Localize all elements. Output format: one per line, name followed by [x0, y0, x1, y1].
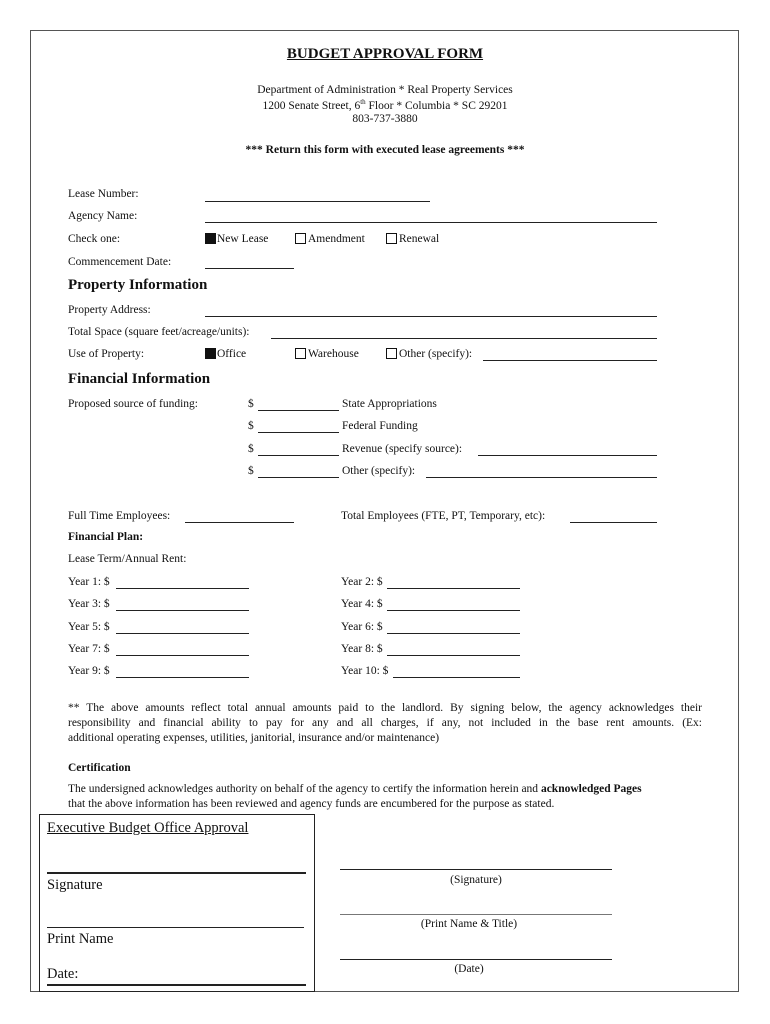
certification-line-1: The undersigned acknowledges authority on behalf of the agency to certify the information herein and acknowledged Pages	[68, 783, 642, 795]
executive-date-label: Date:	[47, 966, 79, 982]
note-line-2: responsibility and financial ability to pay for any and all charges, if any, not included in the base rent amounts. (Ex:	[68, 717, 702, 729]
use-of-property-label: Use of Property:	[68, 348, 145, 360]
executive-signature-field[interactable]	[47, 872, 306, 874]
check-one-label: Check one:	[68, 233, 121, 245]
amendment-checkbox[interactable]	[295, 233, 306, 244]
certification-heading: Certification	[68, 762, 131, 774]
federal-funding-amount-field[interactable]	[258, 432, 339, 433]
office-label: Office	[217, 348, 247, 360]
year-3-field[interactable]	[116, 610, 249, 611]
form-title: BUDGET APPROVAL FORM	[286, 46, 484, 62]
print-name-title-caption: (Print Name & Title)	[420, 918, 518, 930]
year-10-label: Year 10: $	[341, 665, 389, 677]
signature-caption: (Signature)	[450, 874, 502, 886]
year-8-label: Year 8: $	[341, 643, 383, 655]
agency-name-field[interactable]	[205, 222, 657, 223]
year-1-field[interactable]	[116, 588, 249, 589]
year-6-label: Year 6: $	[341, 621, 383, 633]
state-appropriations-label: State Appropriations	[342, 398, 437, 410]
return-note: *** Return this form with executed lease agreements ***	[245, 144, 525, 156]
other-funding-amount-field[interactable]	[258, 477, 339, 478]
renewal-checkbox[interactable]	[386, 233, 397, 244]
executive-print-name-field[interactable]	[47, 927, 304, 928]
date-caption: (Date)	[454, 963, 484, 975]
full-time-employees-label: Full Time Employees:	[68, 510, 171, 522]
lease-number-field[interactable]	[205, 201, 430, 202]
year-1-label: Year 1: $	[68, 576, 110, 588]
lease-number-label: Lease Number:	[68, 188, 139, 200]
new-lease-checkbox[interactable]	[205, 233, 216, 244]
year-2-label: Year 2: $	[341, 576, 383, 588]
year-9-field[interactable]	[116, 677, 249, 678]
executive-box-title: Executive Budget Office Approval	[47, 820, 249, 836]
year-7-label: Year 7: $	[68, 643, 110, 655]
year-5-label: Year 5: $	[68, 621, 110, 633]
renewal-label: Renewal	[399, 233, 440, 245]
other-funding-label: Other (specify):	[342, 465, 416, 477]
funding-source-label: Proposed source of funding:	[68, 398, 198, 410]
financial-information-heading: Financial Information	[68, 371, 211, 387]
total-employees-label: Total Employees (FTE, PT, Temporary, etc):	[341, 510, 546, 522]
certification-line-2: that the above information has been reviewed and agency funds are encumbered for the purpose as stated.	[68, 798, 555, 810]
other-use-checkbox[interactable]	[386, 348, 397, 359]
total-employees-field[interactable]	[570, 522, 657, 523]
year-2-field[interactable]	[387, 588, 520, 589]
agency-print-name-field[interactable]	[340, 914, 612, 915]
year-8-field[interactable]	[387, 655, 520, 656]
revenue-source-field[interactable]	[478, 455, 657, 456]
warehouse-checkbox[interactable]	[295, 348, 306, 359]
revenue-amount-field[interactable]	[258, 455, 339, 456]
dollar-sign: $	[248, 443, 254, 455]
year-3-label: Year 3: $	[68, 598, 110, 610]
office-checkbox[interactable]	[205, 348, 216, 359]
dollar-sign: $	[248, 420, 254, 432]
agency-signature-field[interactable]	[340, 869, 612, 870]
federal-funding-label: Federal Funding	[342, 420, 418, 432]
agency-name-label: Agency Name:	[68, 210, 138, 222]
executive-budget-office-box	[39, 814, 315, 992]
dollar-sign: $	[248, 398, 254, 410]
property-address-label: Property Address:	[68, 304, 151, 316]
department-line: Department of Administration * Real Property Services	[257, 84, 513, 96]
property-information-heading: Property Information	[68, 277, 208, 293]
note-line-3: additional operating expenses, utilities, janitorial, insurance and/or maintenance)	[68, 732, 440, 744]
year-7-field[interactable]	[116, 655, 249, 656]
property-address-field[interactable]	[205, 316, 657, 317]
revenue-label: Revenue (specify source):	[342, 443, 463, 455]
new-lease-label: New Lease	[217, 233, 269, 245]
state-appropriations-amount-field[interactable]	[258, 410, 339, 411]
warehouse-label: Warehouse	[308, 348, 359, 360]
other-use-field[interactable]	[483, 360, 657, 361]
agency-date-field[interactable]	[340, 959, 612, 960]
phone-number: 803-737-3880	[352, 113, 418, 125]
full-time-employees-field[interactable]	[185, 522, 294, 523]
year-4-label: Year 4: $	[341, 598, 383, 610]
financial-plan-heading: Financial Plan:	[68, 531, 144, 543]
total-space-field[interactable]	[271, 338, 657, 339]
year-9-label: Year 9: $	[68, 665, 110, 677]
executive-signature-label: Signature	[47, 877, 103, 893]
address-line: 1200 Senate Street, 6th Floor * Columbia * SC 29201	[262, 98, 508, 112]
amendment-label: Amendment	[308, 233, 365, 245]
lease-term-label: Lease Term/Annual Rent:	[68, 553, 187, 565]
other-funding-specify-field[interactable]	[426, 477, 657, 478]
commencement-date-label: Commencement Date:	[68, 256, 172, 268]
commencement-date-field[interactable]	[205, 268, 294, 269]
total-space-label: Total Space (square feet/acreage/units):	[68, 326, 250, 338]
year-5-field[interactable]	[116, 633, 249, 634]
dollar-sign: $	[248, 465, 254, 477]
year-6-field[interactable]	[387, 633, 520, 634]
year-10-field[interactable]	[393, 677, 520, 678]
executive-date-field[interactable]	[47, 984, 306, 986]
executive-print-name-label: Print Name	[47, 931, 114, 947]
note-line-1: ** The above amounts reflect total annual amounts paid to the landlord. By signing below, the agency acknowledges their	[68, 702, 702, 714]
other-use-label: Other (specify):	[399, 348, 473, 360]
year-4-field[interactable]	[387, 610, 520, 611]
